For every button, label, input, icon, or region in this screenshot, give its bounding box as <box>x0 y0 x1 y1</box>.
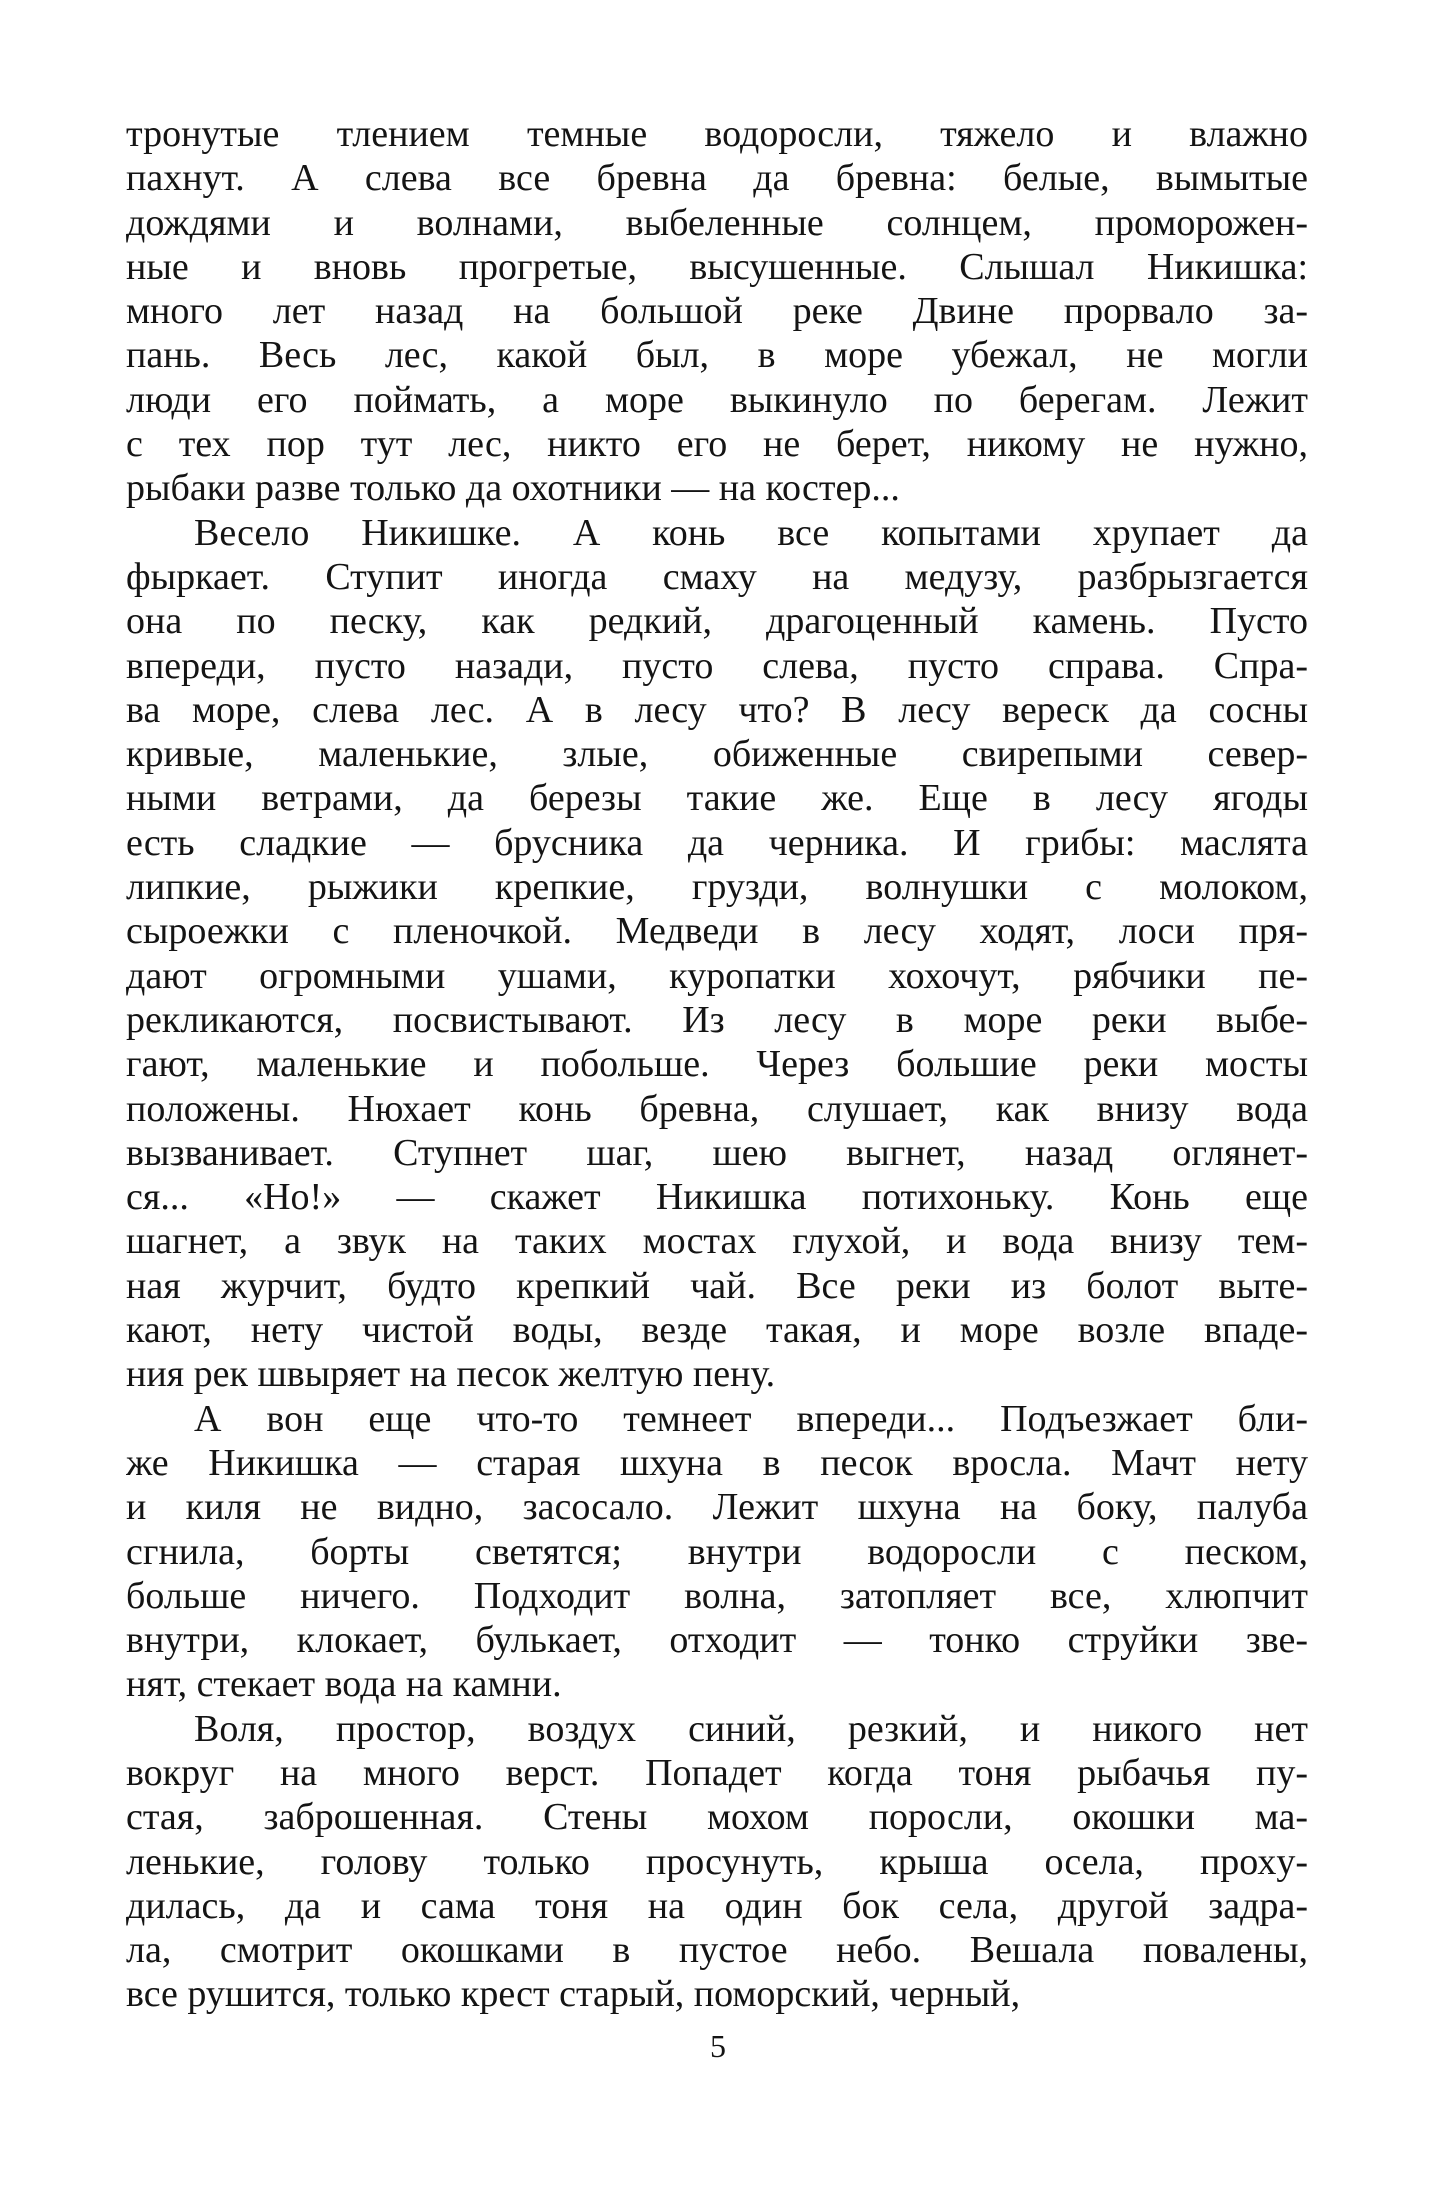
text-line: и киля не видно, засосало. Лежит шхуна на боку, палуба <box>126 1486 1308 1529</box>
text-line: впереди, пусто назади, пусто слева, пусто справа. Спра- <box>126 644 1308 687</box>
text-line: все рушится, только крест старый, поморский, черный, <box>126 1973 1021 2016</box>
text-line: есть сладкие — брусника да черника. И грибы: маслята <box>126 821 1308 864</box>
text-line: много лет назад на большой реке Двине прорвало за- <box>126 290 1308 333</box>
text-line: вызванивает. Ступнет шаг, шею выгнет, назад оглянет- <box>126 1131 1308 1174</box>
text-line: нят, стекает вода на камни. <box>126 1663 562 1706</box>
text-line: фыркает. Ступит иногда смаху на медузу, разбрызгается <box>126 555 1308 598</box>
text-line: сыроежки с пленочкой. Медведи в лесу ходят, лоси пря- <box>126 910 1308 953</box>
text-line: Весело Никишке. А конь все копытами хрупает да <box>194 511 1308 554</box>
text-line: положены. Нюхает конь бревна, слушает, как внизу вода <box>126 1087 1308 1130</box>
text-line: ния рек швыряет на песок желтую пену. <box>126 1353 776 1396</box>
text-line: дилась, да и сама тоня на один бок села, другой задра- <box>126 1884 1308 1927</box>
text-line: гают, маленькие и побольше. Через большие реки мосты <box>126 1043 1308 1086</box>
text-line: кривые, маленькие, злые, обиженные свирепыми север- <box>126 733 1308 776</box>
text-line: она по песку, как редкий, драгоценный камень. Пусто <box>126 600 1308 643</box>
text-line: с тех пор тут лес, никто его не берет, никому не нужно, <box>126 423 1308 466</box>
text-line: вокруг на много верст. Попадет когда тоня рыбачья пу- <box>126 1751 1308 1794</box>
text-line: кают, нету чистой воды, везде такая, и море возле впаде- <box>126 1309 1308 1352</box>
text-line: липкие, рыжики крепкие, грузди, волнушки с молоком, <box>126 866 1308 909</box>
paragraph <box>126 1397 1308 1707</box>
text-line: ла, смотрит окошками в пустое небо. Вешала повалены, <box>126 1929 1308 1972</box>
text-line: дают огромными ушами, куропатки хохочут, рябчики пе- <box>126 954 1308 997</box>
text-line: ва море, слева лес. А в лесу что? В лесу вереск да сосны <box>126 688 1308 731</box>
text-line: пань. Весь лес, какой был, в море убежал, не могли <box>126 334 1308 377</box>
text-line: внутри, клокает, булькает, отходит — тонко струйки зве- <box>126 1619 1308 1662</box>
text-line: ся... «Но!» — скажет Никишка потихоньку. Конь еще <box>126 1176 1308 1219</box>
text-line: тронутые тлением темные водоросли, тяжело и влажно <box>126 113 1308 155</box>
text-line: рыбаки разве только да охотники — на костер... <box>126 467 900 510</box>
text-line: ные и вновь прогретые, высушенные. Слышал Никишка: <box>126 245 1308 288</box>
text-line: рекликаются, посвистывают. Из лесу в море реки выбе- <box>126 998 1308 1041</box>
text-line: сгнила, борты светятся; внутри водоросли с песком, <box>126 1530 1308 1573</box>
text-line: люди его поймать, а море выкинуло по берегам. Лежит <box>126 378 1308 421</box>
text-line: шагнет, а звук на таких мостах глухой, и вода внизу тем- <box>126 1220 1308 1263</box>
text-line: ленькие, голову только просунуть, крыша осела, прохy- <box>126 1840 1308 1883</box>
paragraph <box>126 112 1308 511</box>
text-line: Воля, простор, воздух синий, резкий, и никого нет <box>194 1707 1308 1750</box>
paragraph <box>126 1707 1308 2017</box>
text-line: ными ветрами, да березы такие же. Еще в лесу ягоды <box>126 777 1308 820</box>
text-line: стая, заброшенная. Стены мохом поросли, окошки ма- <box>126 1796 1308 1839</box>
paragraph <box>126 511 1308 1397</box>
page-number: 5 <box>710 2028 726 2064</box>
body-text <box>126 112 1308 2017</box>
text-line: ная журчит, будто крепкий чай. Все реки из болот выте- <box>126 1264 1308 1307</box>
text-line: А вон еще что-то темнеет впереди... Подъезжает бли- <box>194 1397 1308 1440</box>
text-line: больше ничего. Подходит волна, затопляет все, хлюпчит <box>126 1574 1308 1617</box>
text-line: пахнут. А слева все бревна да бревна: белые, вымытые <box>126 157 1308 200</box>
text-line: же Никишка — старая шхуна в песок вросла. Мачт нету <box>126 1441 1308 1484</box>
text-line: дождями и волнами, выбеленные солнцем, проморожен- <box>126 201 1308 244</box>
